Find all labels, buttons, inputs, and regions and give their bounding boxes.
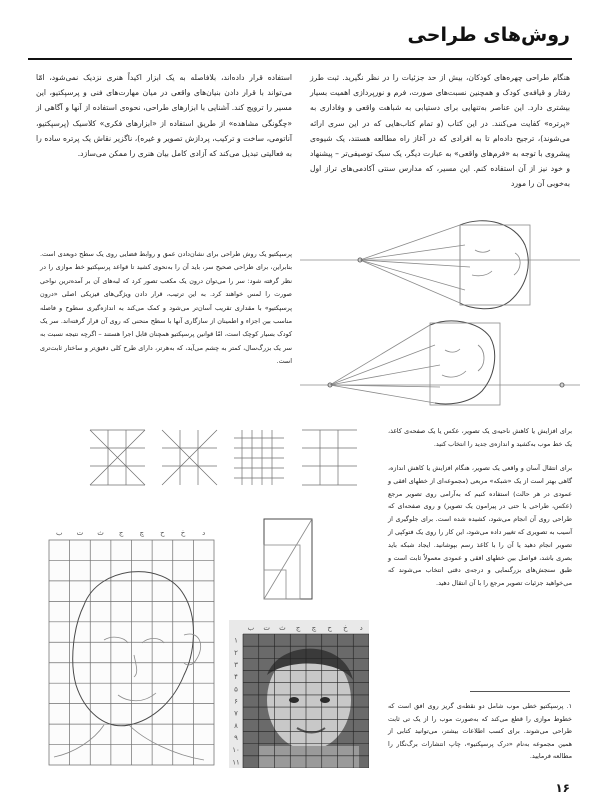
photo-grid-row-label: ۹ xyxy=(234,734,238,743)
photo-grid-row-label: ۳ xyxy=(234,660,238,669)
grid-column-label: خ xyxy=(180,529,186,537)
page-header xyxy=(0,22,600,56)
page-title: روش‌های طراحی xyxy=(407,24,570,46)
photo-grid-column-label: خ xyxy=(343,624,348,632)
diagonal-grid-diagram xyxy=(90,430,145,485)
grid-column-label: ح xyxy=(160,529,165,537)
baby-photo-illustration xyxy=(229,620,369,768)
photo-grid-row-label: ۸ xyxy=(234,721,238,730)
photo-grid-row-label: ۴ xyxy=(234,673,238,682)
intro-right-column: هنگام طراحی چهره‌های کودکان، بیش از حد جزئیات را در نظر نگیرید. ثبت طرز رفتار و قیافه‌ی کودک و همچنین نسبت‌های صورت، فرم و نورپردازی اهمیت بسیار بیشتری دارد. این عناصر به‌تنهایی برای دستیابی به شباهت واقعی و وفاداری به «پرتره» کفایت می‌کنند. در این کتاب (و تمام کتاب‌هایی که در این سری ارائه می‌شوند)، ترجیح داده‌ام تا به افرادی که در آغاز راه مطالعه هستند، یک شیوه‌ی پیشروی با توجه به «فرم‌های واقعی» به عبارت دیگر، یک سبک توصیفی‌تر – پیشنهاد و خود نیز از آن استفاده کنم. این مسیر، که مدارس سنتی آکادمی‌های تراز اول به‌خوبی آن را مورد xyxy=(310,73,570,189)
footnote-rule xyxy=(470,691,570,692)
perspective-paragraph: پرسپکتیو یک روش طراحی برای نشان‌دادن عمق و روابط فضایی روی یک سطح دوبعدی است. بنابراین، برای طراحی صحیح سر، باید آن را به‌نحوی کشید تا قواعد پرسپکتیو خط موازی را در نظر گرفته شود: سر را می‌توان درون یک مکعب تصور کرد که لبه‌های آن بر آمده‌ترین نواحی صورت را لمس خواهند کرد. به این ترتیب، قرار دادن ویژگی‌های فیزیکی اصلی «درون پرسپکتیو» با مقداری تقریب آسان‌تر می‌شود و کمک می‌کند به اندازه‌گیری سطوح و فاصله مناسب بین اجزاء و اطمینان از سازگاری آنها با سطح منحنی که روی آن قرار گرفته‌اند. سر یک کودک بسیار کوچک است، امّا قوانین پرسپکتیو همچنان قابل اجرا هستند – اگرچه نتیجه نسبت به سر یک بزرگ‌سال، کمتر به چشم می‌آید، که به‌هرتر، دارای طرح کلی دقیق‌تر و ساختار ثابت‌تری است. xyxy=(40,250,292,366)
grid-column-label: ث xyxy=(97,529,104,537)
photo-grid-column-label: ب xyxy=(247,624,255,632)
header-rule xyxy=(28,58,572,60)
photo-grid-row-label: ۱۱ xyxy=(232,758,240,767)
page-number: ۱۶ xyxy=(555,781,570,795)
photo-grid-row-label: ۵ xyxy=(234,685,238,694)
grid-column-label: د xyxy=(202,529,206,537)
photo-grid-row-label: ۷ xyxy=(234,709,238,718)
grid-method-paragraph: برای انتقال آسان و واقعی یک تصویر، هنگام افزایش یا کاهش اندازه، گاهی بهتر است از یک «شبکه» مربعی (مجموعه‌ای از خطهای افقی و عمودی در هر حالت) استفاده کنیم که به‌آرامی روی تصویر مرجع (عکس، طراحی یا حتی در پیرامون یک تصویر) و روی صفحه‌ای که طراحی روی آن انجام می‌شود، کشیده شده است. برای جلوگیری از آسیب به تصویری که تغییر داده می‌شود، این کار را روی یک فتوکپی از تصویر انجام دهید یا آن را با کاغذ رسم بپوشانید. ایجاد شبکه باید بصری باشد، فواصل بین خطهای افقی و عمودی معمولاً ثابت است و طبق سنجش‌های بزرگنمایی و درجه‌ی دقتی انتخاب می‌شوند که می‌خواهید جزئیات تصویر مرجع را با آن انتقال دهید. xyxy=(388,464,572,588)
fine-grid-diagram xyxy=(234,430,284,485)
photo-grid-row-label: ۱ xyxy=(234,636,238,645)
photo-grid-row-label: ۱۰ xyxy=(232,746,240,755)
footnote: ۱. پرسپکتیو خطی موب شامل دو نقطه‌ی گریز روی افق است که خطوط موازی را قطع می‌کند که به‌صورت موب را از یک تی ثابت طراحی می‌شوند. برای کسب اطلاعات بیشتر، می‌توانید کتابی از همین مجموعه به‌نام «درک پرسپکتیو»، چاپ انتشارات برگ‌نگار را مطالعه فرمایید. xyxy=(388,702,572,761)
grid-column-label: چ xyxy=(139,529,145,537)
photo-grid-column-label: د xyxy=(359,624,363,632)
photo-grid-column-label: ج xyxy=(295,624,301,632)
diagonal-cross-diagram xyxy=(162,430,217,485)
photo-grid-row-label: ۲ xyxy=(234,648,238,657)
photo-grid-column-label: ح xyxy=(327,624,332,632)
proportional-rectangle-diagram xyxy=(260,515,320,605)
grid-column-label: ت xyxy=(76,529,84,537)
photo-grid-row-label: ۶ xyxy=(234,697,238,706)
perspective-head-sketch-upper xyxy=(300,221,580,309)
grid-intro-paragraph: برای افزایش یا کاهش ناحیه‌ی یک تصویر، عکس یا یک صفحه‌ی کاغذ، یک خط موب به‌کشید و اندازه‌ی جدید را انتخاب کنید. xyxy=(388,427,572,448)
photo-grid-column-label: ت xyxy=(263,624,270,632)
baby-sketch-grid-drawing xyxy=(44,525,219,770)
photo-grid-column-label: ث xyxy=(279,624,286,632)
simple-grid-diagram xyxy=(302,430,357,485)
intro-left-column: استفاده قرار داده‌اند، بلافاصله به یک ابزار اکیداً هنری نزدیک نمی‌شود، امّا می‌تواند با قرار دادن بنیان‌های واقعی در میان مهارت‌های فنی و پرسپکتیو، این مسیر را ترویج کند. آشنایی با ابزارهای طراحی، نحوه‌ی استفاده از آنها و آگاهی از «چگونگی مشاهده» از طریق استفاده از «ابزارهای فکری» کلاسیک (پرسپکتیو، آناتومی، ساخت و ترکیب، پردازش تصویر و غیره)، ناگزیر نقاش یک پرتره ساده را به فعالیتی تبدیل می‌کند که آزادی کامل بیان هنری را ممکن می‌سازد. xyxy=(36,73,292,159)
baby-photo-grid xyxy=(229,620,369,768)
perspective-head-sketch-lower xyxy=(300,321,580,405)
photo-grid-column-label: چ xyxy=(311,624,317,632)
grid-column-label: ج xyxy=(118,529,124,537)
grid-type-diagrams xyxy=(90,430,360,500)
perspective-sketch-illustration xyxy=(300,205,580,410)
grid-column-label: ب xyxy=(56,529,63,537)
